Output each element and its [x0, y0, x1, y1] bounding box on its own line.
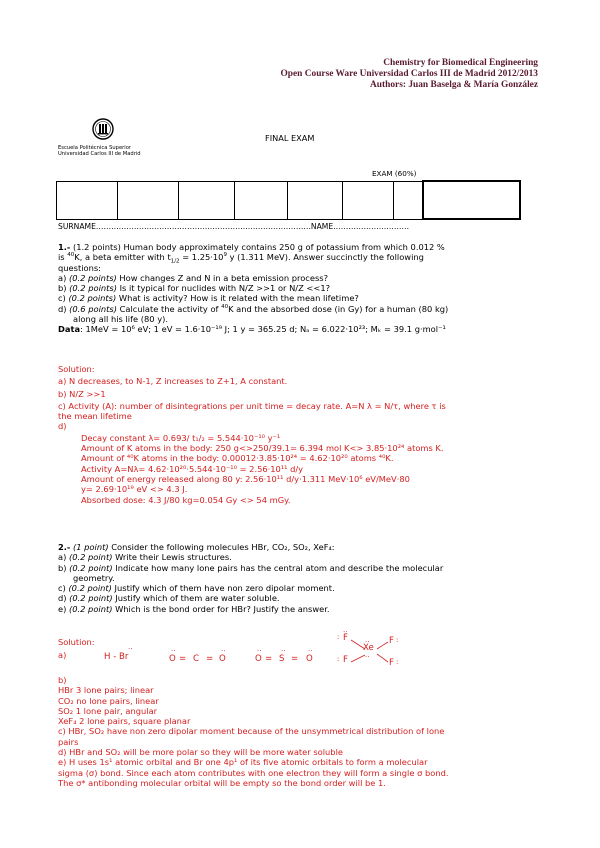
q1-part-b: [58, 283, 530, 293]
lewis-xef4-f2: F: [343, 655, 348, 665]
grade-cell: [394, 181, 424, 219]
lewis-so2-dots2: ..: [281, 645, 286, 653]
sol2-heading: Solution:: [58, 637, 95, 647]
q2-e-text: Which is the bond order for HBr? Justify the answer.: [112, 603, 330, 614]
sol1-b: b) N/Z >>1: [58, 388, 106, 399]
q1-b-text: Is it typical for nuclides with N/Z >>1 or N/Z <<1?: [116, 283, 330, 294]
lewis-xef4-dots5: ..: [343, 626, 348, 634]
sol1-calculations: [58, 433, 530, 505]
lewis-co2-o2: O: [219, 654, 226, 664]
q1-data-label: Data: [58, 324, 81, 335]
logo-line-1: Escuela Politécnica Superior: [58, 145, 132, 151]
q2-part-b: [58, 563, 530, 573]
lewis-xef4-dots7: ..: [365, 651, 370, 659]
lewis-co2-bond1: =: [179, 654, 187, 664]
question-2: [58, 542, 530, 614]
q1-part-c: [58, 293, 530, 303]
q1-a-pre: a): [58, 272, 69, 283]
lewis-so2-bond1: =: [265, 654, 273, 664]
lewis-so2-o2: O: [306, 654, 313, 664]
q1-d-pre: d): [58, 303, 70, 314]
sol1-calc-5: Amount of energy released along 80 y: 2.56·10¹¹ d/y·1.311 MeV·10⁶ eV/MeV·80: [81, 473, 410, 484]
lewis-xef4-f3: F: [389, 636, 394, 646]
sol1-c2: the mean lifetime: [58, 411, 132, 422]
sol1-calc-4: Activity A=Nλ= 4.62·10²⁰·5.544·10⁻¹⁰ = 2.56·10¹¹ d/y: [81, 463, 304, 474]
q1-sup-9: 9: [223, 252, 227, 259]
q1-data-text: : 1MeV = 10⁶ eV; 1 eV = 1.6·10⁻¹⁹ J; 1 y = 365.25 d; Nₐ = 6.022·10²³; Mₖ = 39.1 g·mol⁻¹: [80, 324, 446, 335]
q1-number: 1.-: [58, 242, 71, 252]
q2-b-points: (0.2 point): [69, 562, 113, 573]
solution-1: [58, 364, 530, 505]
lewis-xef4-f4: F: [389, 658, 394, 668]
lewis-co2-c: C: [193, 654, 200, 664]
lewis-br-dots: ..: [128, 643, 133, 651]
lewis-so2-bond2: =: [291, 654, 299, 664]
q1-intro-line-2: [58, 252, 530, 265]
q2-d-pre: d): [58, 593, 70, 604]
lewis-xef4-dots6: ..: [365, 636, 370, 644]
q2-a-text: Write their Lewis structures.: [112, 552, 232, 563]
q2-number: 2.-: [58, 542, 71, 552]
q2-a-points: (0.2 point): [68, 552, 113, 563]
sol2-c2: pairs: [58, 736, 79, 747]
sol2-b: b): [58, 675, 67, 685]
lewis-so2-dots1: ..: [257, 645, 262, 653]
sol1-heading: Solution:: [58, 364, 95, 374]
q1-d-sup: 40: [221, 304, 229, 311]
exam-percentage-label: EXAM (60%): [372, 169, 417, 178]
q1-intro-line-1: [58, 242, 530, 252]
lewis-co2-dots1: ..: [171, 645, 176, 653]
q1-sub-half: 1/2: [170, 258, 180, 265]
total-grade-cell: [423, 181, 520, 219]
q1-a-points: (0.2 points): [68, 272, 117, 283]
q1-intro-line-3: questions:: [58, 262, 101, 273]
lewis-co2-bond2: =: [206, 654, 214, 664]
sol2-d: d) HBr and SO₂ will be more polar so they will be more water soluble: [58, 747, 343, 758]
sol2-b3: SO₂ 1 lone pair, angular: [58, 705, 158, 716]
q2-part-d: [58, 593, 530, 603]
sol1-calc-2: Amount of K atoms in the body: 250 g<>250/39.1= 6.394 mol K<> 3.85·10²⁴ atoms K.: [81, 443, 444, 454]
sol2-e1: e) H uses 1s¹ atomic orbital and Br one 4p¹ of its five atomic orbitals to form a molecular: [58, 757, 428, 768]
logo-line-2: Universidad Carlos III de Madrid: [58, 151, 141, 157]
q2-b-pre: b): [58, 562, 70, 573]
grades-table: [56, 180, 521, 220]
q2-intro-text: Consider the following molecules HBr, CO₂, SO₂, XeF₄:: [108, 542, 335, 552]
q1-d-points: (0.6 points): [69, 303, 117, 314]
grade-cell: [235, 181, 288, 219]
q1-intro-b2: K, a beta emitter with t: [74, 252, 171, 263]
q2-points: (1 point): [73, 542, 109, 552]
q1-sup-40: 40: [67, 252, 75, 259]
lewis-xef4-f1: F: [343, 633, 348, 643]
q2-d-text: Justify which of them are water soluble.: [112, 593, 280, 604]
sol1-calc-3: Amount of ⁴⁰K atoms in the body: 0.00012·3.85·10²⁴ = 4.62·10²⁰ atoms ⁴⁰K.: [81, 453, 394, 464]
sol2-b2: CO₂ no lone pairs, linear: [58, 695, 159, 706]
lewis-xef4-dots4: :: [396, 658, 399, 666]
university-seal-icon: [92, 118, 114, 140]
lewis-xef4-dots1: :: [337, 633, 340, 641]
sol1-d: d): [58, 421, 67, 432]
sol2-e3: The σ* antibonding molecular orbital will be empty so the bond order will be 1.: [58, 777, 386, 788]
q1-part-d: [58, 304, 530, 314]
grade-cell: [179, 181, 235, 219]
lewis-co2-dots2: ..: [221, 645, 226, 653]
q1-intro-a: (1.2 points) Human body approximately contains 250 g of potassium from which 0.012 %: [70, 242, 445, 252]
q1-a-text: How changes Z and N in a beta emission process?: [116, 272, 329, 283]
q2-part-c: [58, 583, 530, 593]
lewis-hbr: H - Br: [104, 652, 129, 662]
solution-2-body: [58, 675, 530, 788]
q2-part-b-cont: geometry.: [73, 572, 115, 583]
sol1-calc-6: y= 2.69·10¹⁹ eV <> 4.3 J.: [81, 484, 188, 495]
grade-cell: [343, 181, 394, 219]
exam-title: FINAL EXAM: [265, 133, 315, 143]
q2-c-points: (0.2 point): [68, 583, 112, 594]
q2-c-pre: c): [58, 583, 69, 594]
sol2-b1: HBr 3 lone pairs; linear: [58, 685, 154, 696]
q2-d-points: (0.2 point): [69, 593, 113, 604]
q1-d-text2: K and the absorbed dose (in Gy) for a human (80 kg): [228, 303, 449, 314]
surname-name-line: SURNAME………………………………………………………………………….NAME…………………………: [58, 222, 410, 231]
q1-part-a: [58, 273, 530, 283]
question-1: [58, 242, 530, 335]
sol2-b4: XeF₄ 2 lone pairs, square planar: [58, 716, 191, 727]
sol2-c1: c) HBr, SO₂ have non zero dipolar moment because of the unsymmetrical distribution of lone: [58, 726, 445, 737]
q1-c-text: What is activity? How is it related with the mean lifetime?: [116, 293, 359, 304]
lewis-co2-o1: O: [169, 654, 176, 664]
sol1-calc-7: Absorbed dose: 4.3 J/80 kg=0.054 Gy <> 54 mGy.: [81, 494, 291, 505]
q1-intro-b1: is: [58, 252, 68, 263]
lewis-so2-s: S: [279, 654, 285, 664]
course-header: [281, 58, 538, 91]
q2-e-pre: e): [58, 603, 69, 614]
sol1-calc-1: Decay constant λ= 0.693/ t₁/₂ = 5.544·10⁻¹⁰ y⁻¹: [81, 432, 281, 443]
q1-part-d-cont: along all his life (80 y).: [73, 314, 168, 325]
header-line-1: Chemistry for Biomedical Engineering: [383, 58, 538, 68]
lewis-xef4-dots3: :: [396, 636, 399, 644]
q1-c-points: (0.2 points): [68, 293, 117, 304]
q1-c-pre: c): [58, 293, 69, 304]
grade-cell: [57, 181, 118, 219]
sol1-a: a) N decreases, to N-1, Z increases to Z+1, A constant.: [58, 376, 288, 387]
lewis-so2-o1: O: [255, 654, 262, 664]
grade-cell: [288, 181, 343, 219]
q1-b-pre: b): [58, 283, 70, 294]
q2-c-text: Justify which of them have non zero dipolar moment.: [111, 583, 335, 594]
grade-cell: [118, 181, 179, 219]
q1-intro-b4: y (1.311 MeV). Answer succinctly the following: [226, 252, 424, 263]
q1-b-points: (0.2 points): [69, 283, 117, 294]
q2-part-a: [58, 552, 530, 562]
q2-e-points: (0.2 point): [68, 603, 113, 614]
lewis-so2-dots3: ..: [308, 645, 313, 653]
q2-intro: [58, 542, 530, 552]
q1-d-text1: Calculate the activity of: [116, 303, 222, 314]
sol1-c1: c) Activity (A): number of disintegrations per unit time = decay rate. A=N λ = N/τ, where τ is: [58, 400, 446, 411]
sol2-a-label: a): [58, 650, 67, 660]
q2-part-e: [58, 604, 530, 614]
header-line-3: Authors: Juan Baselga & María González: [370, 80, 538, 90]
q2-a-pre: a): [58, 552, 69, 563]
q1-data-line: [58, 324, 530, 334]
header-line-2: Open Course Ware Universidad Carlos III de Madrid 2012/2013: [280, 69, 538, 79]
lewis-xef4-xe: Xe: [363, 643, 374, 653]
q1-intro-b3: = 1.25·10: [179, 252, 224, 263]
lewis-xef4-dots2: :: [337, 655, 340, 663]
sol2-e2: sigma (σ) bond. Since each atom contributes with one electron they will form a single σ bond.: [58, 767, 449, 778]
q2-b-text: Indicate how many lone pairs has the central atom and describe the molecular: [112, 562, 444, 573]
